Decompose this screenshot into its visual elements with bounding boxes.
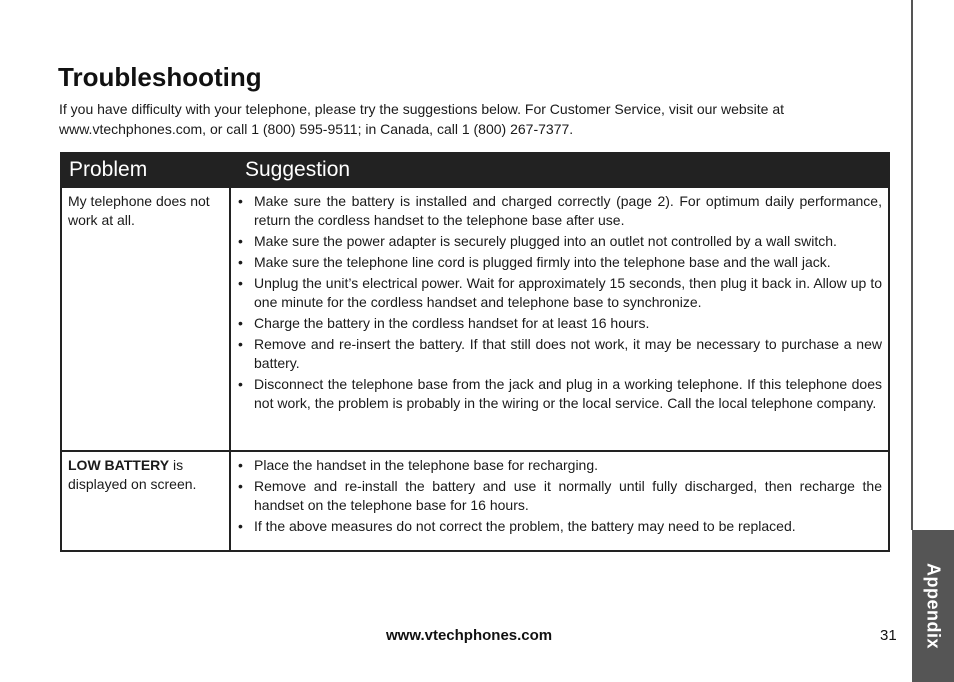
- footer-website: www.vtechphones.com: [386, 627, 553, 644]
- table-row: [62, 186, 888, 450]
- bullet-icon: •: [238, 254, 243, 270]
- intro-paragraph: If you have difficulty with your telephone, please try the suggestions below. For Customer Service, visit our website at www.vtechphones.com, or call 1 (800) 595-9511; in Canada, call 1 (800) 267-7377.: [59, 101, 784, 137]
- appendix-side-tab: [912, 530, 954, 682]
- bullet-icon: •: [238, 376, 243, 392]
- bullet-icon: •: [238, 275, 243, 291]
- bullet-icon: •: [238, 233, 243, 249]
- suggestion-item: • Place the handset in the telephone base for recharging.: [238, 457, 599, 473]
- page-edge-rule: [911, 0, 913, 530]
- troubleshooting-table: [60, 152, 890, 552]
- suggestion-item: • Remove and re-insert the battery. If that still does not work, it may be necessary to purchase a new battery.: [238, 336, 882, 371]
- table-row: [62, 450, 888, 550]
- bullet-icon: •: [238, 457, 243, 473]
- suggestion-cell: [231, 188, 888, 450]
- page-title: Troubleshooting: [58, 62, 262, 92]
- problem-text: is displayed on screen.: [68, 457, 197, 492]
- suggestion-item: • Remove and re-install the battery and use it normally until fully discharged, then recharge the handset on the telephone base for 16 hours.: [238, 478, 882, 513]
- side-tab-label: Appendix: [923, 562, 944, 649]
- bullet-icon: •: [238, 193, 243, 209]
- header-suggestion: Suggestion: [245, 158, 351, 181]
- suggestion-item: • Disconnect the telephone base from the jack and plug in a working telephone. If this telephone does not work, the problem is probably in the wiring or the local service. Call the local telephone company.: [238, 376, 882, 411]
- table-header: [62, 154, 888, 186]
- suggestion-item: • If the above measures do not correct the problem, the battery may need to be replaced.: [238, 518, 796, 534]
- bullet-icon: •: [238, 518, 243, 534]
- page-number: 31: [880, 627, 897, 644]
- suggestion-item: • Charge the battery in the cordless handset for at least 16 hours.: [238, 315, 650, 331]
- bullet-icon: •: [238, 336, 243, 352]
- problem-cell: [62, 452, 231, 550]
- problem-cell: My telephone does not work at all.: [62, 188, 231, 450]
- bullet-icon: •: [238, 478, 243, 494]
- suggestion-item: • Make sure the telephone line cord is plugged firmly into the telephone base and the wall jack.: [238, 254, 831, 270]
- suggestion-item: • Unplug the unit’s electrical power. Wait for approximately 15 seconds, then plug it back in. Allow up to one minute for the cordless handset and telephone base to synchronize.: [238, 275, 882, 310]
- suggestion-item: • Make sure the power adapter is securely plugged into an outlet not controlled by a wall switch.: [238, 233, 837, 249]
- bullet-icon: •: [238, 315, 243, 331]
- header-problem: Problem: [69, 158, 148, 181]
- suggestion-item: • Make sure the battery is installed and charged correctly (page 2). For optimum daily performance, return the cordless handset to the telephone base after use.: [238, 193, 882, 228]
- suggestion-cell: [231, 452, 888, 550]
- low-battery-label: LOW BATTERY: [68, 457, 170, 473]
